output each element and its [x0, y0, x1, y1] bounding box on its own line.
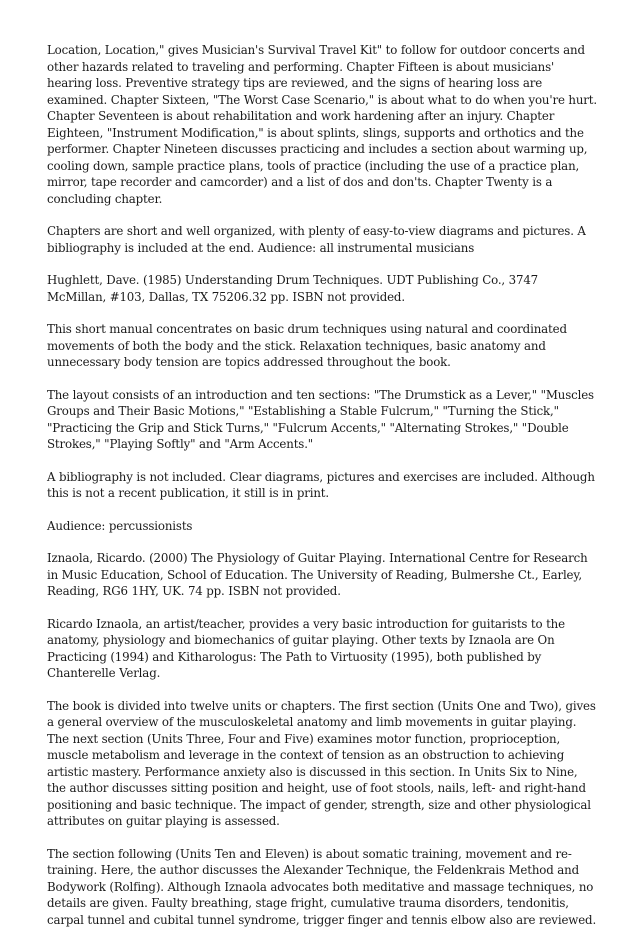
audience-line: Audience: percussionists [47, 518, 193, 533]
citation-hughlett: Hughlett, Dave. (1985) Understanding Drum Techniques. UDT Publishing Co., 3747 McMillan, #103, Dallas, TX 75206.32 pp. ISBN not provided. [47, 273, 539, 304]
paragraph-somatic-training: The section following (Units Ten and Eleven) is about somatic training, movement and re-training. Here, the author discusses the Alexander Technique, the Feldenkrais Method and Bodywork (Rolfing). Although Iznaola advocates both meditative and massage techniques, no details are given. Faulty breathing, stage fright, cumulative trauma disorders, tendonitis, carpal tunnel and cubital tunnel syndrome, trigger finger and tennis elbow also are reviewed. [47, 846, 597, 927]
paragraph-drum-manual: This short manual concentrates on basic drum techniques using natural and coordinated movements of both the body and the stick. Relaxation techniques, basic anatomy and unnecessary body tension are topics addressed throughout the book. [47, 322, 567, 369]
citation-iznaola: Iznaola, Ricardo. (2000) The Physiology of Guitar Playing. International Centre for Research in Music Education, School of Education. The University of Reading, Bulmershe Ct., Earley, Reading, RG6 1HY, UK. 74 pp. ISBN not provided. [47, 551, 588, 598]
document-page [47, 42, 597, 944]
paragraph-drum-bibliography: A bibliography is not included. Clear diagrams, pictures and exercises are included. Although this is not a recent publication, it still is in print. [47, 469, 595, 500]
paragraph-iznaola-intro: Ricardo Iznaola, an artist/teacher, provides a very basic introduction for guitarists to the anatomy, physiology and biomechanics of guitar playing. Other texts by Iznaola are On Practicing (1994) and Kitharologus: The Path to Virtuosity (1995), both published by Chanterelle Verlag. [47, 616, 565, 680]
paragraph-chapter-summary: Location, Location," gives Musician's Survival Travel Kit" to follow for outdoor concerts and other hazards related to traveling and performing. Chapter Fifteen is about musicians' hearing loss. Preventive strategy tips are reviewed, and the signs of hearing loss are examined. Chapter Sixteen, "The Worst Case Scenario," is about what to do when you're hurt. Chapter Seventeen is about rehabilitation and work hardening after an injury. Chapter Eighteen, "Instrument Modification," is about splints, slings, supports and orthotics and the performer. Chapter Nineteen discusses practicing and includes a section about warming up, cooling down, sample practice plans, tools of practice (including the use of a practice plan, mirror, tape recorder and camcorder) and a list of dos and don'ts. Chapter Twenty is a concluding chapter. [47, 43, 597, 206]
paragraph-guitar-units: The book is divided into twelve units or chapters. The first section (Units One and Two), gives a general overview of the musculoskeletal anatomy and limb movements in guitar playing. The next section (Units Three, Four and Five) examines motor function, proprioception, muscle metabolism and leverage in the context of tension as an obstruction to achieving artistic mastery. Performance anxiety also is discussed in this section. In Units Six to Nine, the author discusses sitting position and height, use of foot stools, nails, left- and right-hand positioning and basic technique. The impact of gender, strength, size and other physiological attributes on guitar playing is assessed. [47, 698, 596, 828]
paragraph-drum-layout: The layout consists of an introduction and ten sections: "The Drumstick as a Lever," "Muscles Groups and Their Basic Motions," "Establishing a Stable Fulcrum," "Turning the Stick," "Practicing the Grip and Stick Turns," "Fulcrum Accents," "Alternating Strokes," "Double Strokes," "Playing Softly" and "Arm Accents." [47, 387, 594, 451]
paragraph-chapters-note: Chapters are short and well organized, with plenty of easy-to-view diagrams and pictures. A bibliography is included at the end. Audience: all instrumental musicians [47, 224, 586, 255]
